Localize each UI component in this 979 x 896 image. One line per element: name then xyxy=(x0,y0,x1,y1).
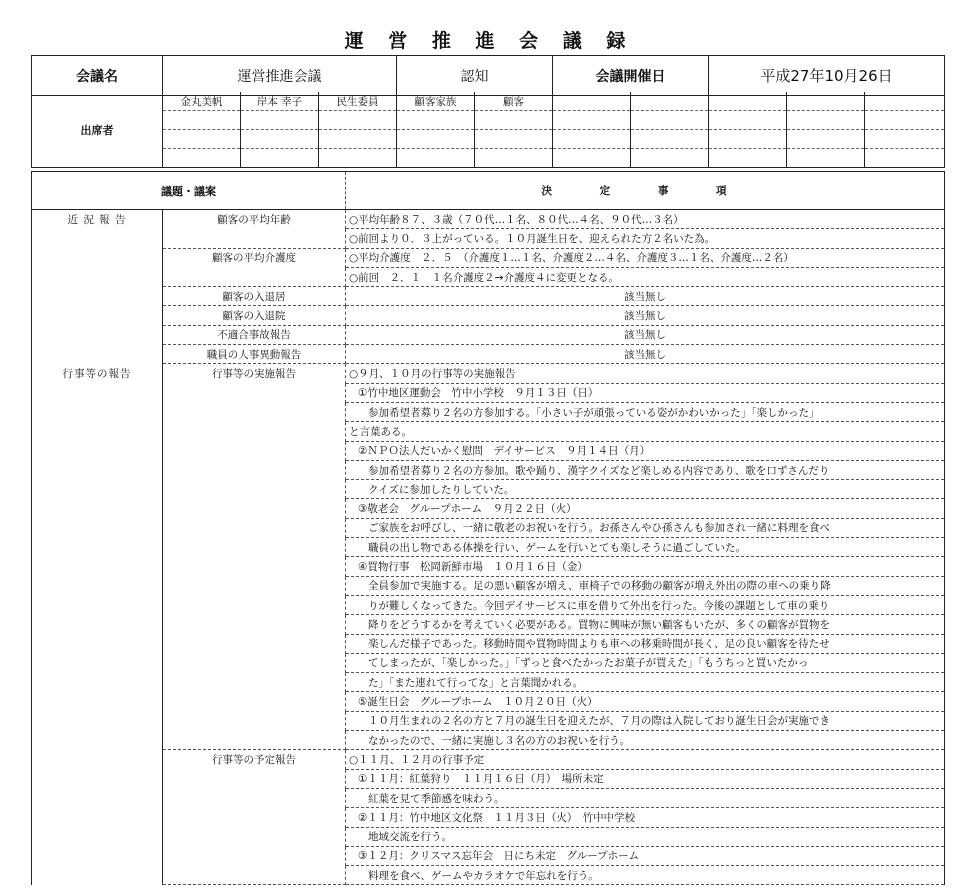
table-row xyxy=(32,576,945,595)
category-cell xyxy=(32,711,163,730)
decision-cell: ご家族をお呼びし、一緒に敬老のお祝いを行う。お孫さんやひ孫さんも参加され一緒に料理を食べ xyxy=(346,518,945,537)
decision-cell: ①１１月：紅葉狩り １１月１６日（月） 場所未定 xyxy=(346,769,945,788)
decision-cell: ④買物行事 松岡新鮮市場 １０月１６日（金） xyxy=(346,557,945,576)
category-cell xyxy=(32,499,163,518)
attendee-cell: 金丸美帆 xyxy=(163,92,241,111)
agenda-item-cell: 不適合事故報告 xyxy=(163,325,346,344)
decision-cell: りが難しくなってきた。今回デイサービスに車を借りて外出を行った。今後の課題として車の乗り xyxy=(346,595,945,614)
agenda-item-cell xyxy=(163,229,346,248)
agenda-item-cell xyxy=(163,731,346,750)
category-cell xyxy=(32,634,163,653)
attendee-cell: 顧客 xyxy=(475,92,553,111)
agenda-item-cell xyxy=(163,499,346,518)
attendees-table xyxy=(31,92,945,168)
category-cell xyxy=(32,788,163,807)
agenda-item-cell: 顧客の平均介護度 xyxy=(163,248,346,267)
decision-cell: ○９月、１０月の行事等の実施報告 xyxy=(346,364,945,383)
agenda-item-cell xyxy=(163,673,346,692)
attendee-cell xyxy=(787,92,865,111)
category-cell: 行事等の報告 xyxy=(32,364,163,383)
table-row xyxy=(32,711,945,730)
table-row xyxy=(32,499,945,518)
category-cell xyxy=(32,480,163,499)
category-cell xyxy=(32,460,163,479)
decision-cell: ②１１月：竹中地区文化祭 １１月３日（火） 竹中中学校 xyxy=(346,808,945,827)
decision-cell: ①竹中地区運動会 竹中小学校 ９月１３日（日） xyxy=(346,383,945,402)
table-row xyxy=(32,306,945,325)
minutes-table xyxy=(31,171,945,885)
agenda-item-cell xyxy=(163,383,346,402)
table-row xyxy=(32,325,945,344)
document-title: 運 営 推 進 会 議 録 xyxy=(344,30,635,52)
agenda-item-cell: 職員の人事異動報告 xyxy=(163,345,346,364)
decision-cell: ③１２月：クリスマス忘年会 日にち未定 グループホーム xyxy=(346,846,945,865)
agenda-item-cell xyxy=(163,480,346,499)
category-cell xyxy=(32,518,163,537)
agenda-item-cell xyxy=(163,402,346,421)
attendee-cell: 岸本 幸子 xyxy=(241,92,319,111)
agenda-item-cell xyxy=(163,538,346,557)
attendee-cell xyxy=(709,92,787,111)
table-row xyxy=(32,538,945,557)
agenda-item-cell: 行事等の実施報告 xyxy=(163,364,346,383)
table-row xyxy=(32,557,945,576)
agenda-item-cell xyxy=(163,267,346,286)
decision-cell: 降りをどうするかを考えていく必要がある。買物に興味が無い顧客もいたが、多くの顧客が買物を xyxy=(346,615,945,634)
decision-cell: ○１１月、１２月の行事予定 xyxy=(346,750,945,769)
decision-cell: 該当無し xyxy=(346,345,945,364)
table-row xyxy=(32,595,945,614)
category-cell xyxy=(32,325,163,344)
decision-cell: ③敬老会 グループホーム ９月２２日（火） xyxy=(346,499,945,518)
agenda-item-cell xyxy=(163,769,346,788)
decision-cell: ②ＮＰＯ法人だいかく慰問 デイサービス ９月１４日（月） xyxy=(346,441,945,460)
category-cell xyxy=(32,422,163,441)
meeting-date-label: 会議開催日 xyxy=(553,56,709,96)
table-row xyxy=(32,267,945,286)
agenda-item-cell xyxy=(163,866,346,885)
category-cell xyxy=(32,538,163,557)
decision-cell: 参加希望者募り２名の方参加。歌や踊り、漢字クイズなど楽しめる内容であり、歌を口ずさんだり xyxy=(346,460,945,479)
decision-cell: クイズに参加したりしていた。 xyxy=(346,480,945,499)
decision-cell: ○前回 ２．１ １名介護度２→介護度４に変更となる。 xyxy=(346,267,945,286)
table-row xyxy=(32,634,945,653)
agenda-item-cell xyxy=(163,441,346,460)
category-cell xyxy=(32,808,163,827)
decision-cell: 地域交流を行う。 xyxy=(346,827,945,846)
agenda-item-cell xyxy=(163,711,346,730)
attendee-cell: 民生委員 xyxy=(319,92,397,111)
attendee-cell xyxy=(865,92,945,111)
decision-cell: ○前回より０．３上がっている。１０月誕生日を、迎えられた方２名いた為。 xyxy=(346,229,945,248)
category-cell xyxy=(32,306,163,325)
agenda-item-cell xyxy=(163,460,346,479)
decision-cell: た」「また連れて行ってな」と言葉聞かれる。 xyxy=(346,673,945,692)
decision-cell: 全員参加で実施する。足の悪い顧客が増え、車椅子での移動の顧客が増え外出の際の車への乗り降 xyxy=(346,576,945,595)
table-row xyxy=(32,808,945,827)
category-cell xyxy=(32,615,163,634)
agenda-item-cell xyxy=(163,595,346,614)
agenda-item-cell xyxy=(163,692,346,711)
meeting-date-value: 平成27年10月26日 xyxy=(709,56,945,96)
category-cell xyxy=(32,769,163,788)
table-row xyxy=(32,441,945,460)
table-row xyxy=(32,287,945,306)
attendees-label: 出席者 xyxy=(32,92,163,168)
agenda-item-cell xyxy=(163,808,346,827)
table-row xyxy=(32,731,945,750)
decision-cell: 該当無し xyxy=(346,325,945,344)
category-cell xyxy=(32,345,163,364)
decisions-header: 決 定 事 項 xyxy=(346,172,945,210)
category-cell xyxy=(32,866,163,885)
agenda-item-cell xyxy=(163,615,346,634)
table-row xyxy=(32,460,945,479)
category-cell xyxy=(32,402,163,421)
category-cell: 近 況 報 告 xyxy=(32,210,163,229)
agenda-item-cell xyxy=(163,788,346,807)
agenda-item-cell xyxy=(163,576,346,595)
category-cell xyxy=(32,267,163,286)
decision-cell: 参加希望者募り２名の方参加する。「小さい子が頑張っている姿がかわいかった」「楽しかった」 xyxy=(346,402,945,421)
table-row xyxy=(32,673,945,692)
table-row xyxy=(32,866,945,885)
agenda-header: 議題・議案 xyxy=(32,172,346,210)
table-row xyxy=(32,769,945,788)
category-cell xyxy=(32,595,163,614)
table-row xyxy=(32,827,945,846)
table-row xyxy=(32,229,945,248)
decision-cell: １０月生まれの２名の方と７月の誕生日を迎えたが、７月の際は入院しており誕生日会が実施でき xyxy=(346,711,945,730)
decision-cell: なかったので、一緒に実施し３名の方のお祝いを行う。 xyxy=(346,731,945,750)
category-cell xyxy=(32,653,163,672)
table-row xyxy=(32,248,945,267)
agenda-item-cell xyxy=(163,653,346,672)
agenda-item-cell xyxy=(163,846,346,865)
agenda-item-cell xyxy=(163,518,346,537)
table-row xyxy=(32,750,945,769)
agenda-item-cell: 顧客の入退居 xyxy=(163,287,346,306)
table-row xyxy=(32,846,945,865)
category-cell xyxy=(32,846,163,865)
decision-cell: 料理を食べ、ゲームやカラオケで年忘れを行う。 xyxy=(346,866,945,885)
decision-cell: ⑤誕生日会 グループホーム １０月２０日（火） xyxy=(346,692,945,711)
agenda-item-cell: 顧客の平均年齢 xyxy=(163,210,346,229)
meeting-type-value: 認知 xyxy=(397,56,553,96)
table-row xyxy=(32,402,945,421)
category-cell xyxy=(32,750,163,769)
agenda-item-cell xyxy=(163,422,346,441)
table-row xyxy=(32,788,945,807)
table-row xyxy=(32,653,945,672)
decision-cell: 楽しんだ様子であった。移動時間や買物時間よりも車への移乗時間が長く、足の良い顧客を待たせ xyxy=(346,634,945,653)
meeting-header-table xyxy=(31,55,945,96)
agenda-item-cell xyxy=(163,827,346,846)
table-row xyxy=(32,210,945,229)
attendee-cell xyxy=(631,92,709,111)
meeting-name-label: 会議名 xyxy=(32,56,163,96)
table-row xyxy=(32,518,945,537)
decision-cell: 紅葉を見て季節感を味わう。 xyxy=(346,788,945,807)
meeting-name-value: 運営推進会議 xyxy=(163,56,397,96)
table-row xyxy=(32,345,945,364)
table-row xyxy=(32,422,945,441)
category-cell xyxy=(32,287,163,306)
category-cell xyxy=(32,576,163,595)
category-cell xyxy=(32,229,163,248)
decision-cell: と言葉ある。 xyxy=(346,422,945,441)
decision-cell: 該当無し xyxy=(346,287,945,306)
agenda-item-cell xyxy=(163,557,346,576)
decision-cell: ○平均介護度 ２．５ （介護度１…１名、介護度２…４名、介護度３…１名、介護度…２名） xyxy=(346,248,945,267)
category-cell xyxy=(32,557,163,576)
attendee-cell: 顧客家族 xyxy=(397,92,475,111)
decision-cell: 該当無し xyxy=(346,306,945,325)
decision-cell: ○平均年齢８７、３歳（７０代…１名、８０代…４名、９０代…３名） xyxy=(346,210,945,229)
category-cell xyxy=(32,673,163,692)
agenda-item-cell: 行事等の予定報告 xyxy=(163,750,346,769)
agenda-item-cell xyxy=(163,634,346,653)
table-row xyxy=(32,615,945,634)
table-row xyxy=(32,364,945,383)
table-row xyxy=(32,692,945,711)
category-cell xyxy=(32,248,163,267)
category-cell xyxy=(32,731,163,750)
table-row xyxy=(32,383,945,402)
category-cell xyxy=(32,827,163,846)
agenda-item-cell: 顧客の入退院 xyxy=(163,306,346,325)
decision-cell: てしまったが、「楽しかった。」「ずっと食べたかったお菓子が買えた」「もうちっと買いたかっ xyxy=(346,653,945,672)
category-cell xyxy=(32,441,163,460)
decision-cell: 職員の出し物である体操を行い、ゲームを行いとても楽しそうに過ごしていた。 xyxy=(346,538,945,557)
category-cell xyxy=(32,692,163,711)
attendee-cell xyxy=(553,92,631,111)
category-cell xyxy=(32,383,163,402)
table-row xyxy=(32,480,945,499)
